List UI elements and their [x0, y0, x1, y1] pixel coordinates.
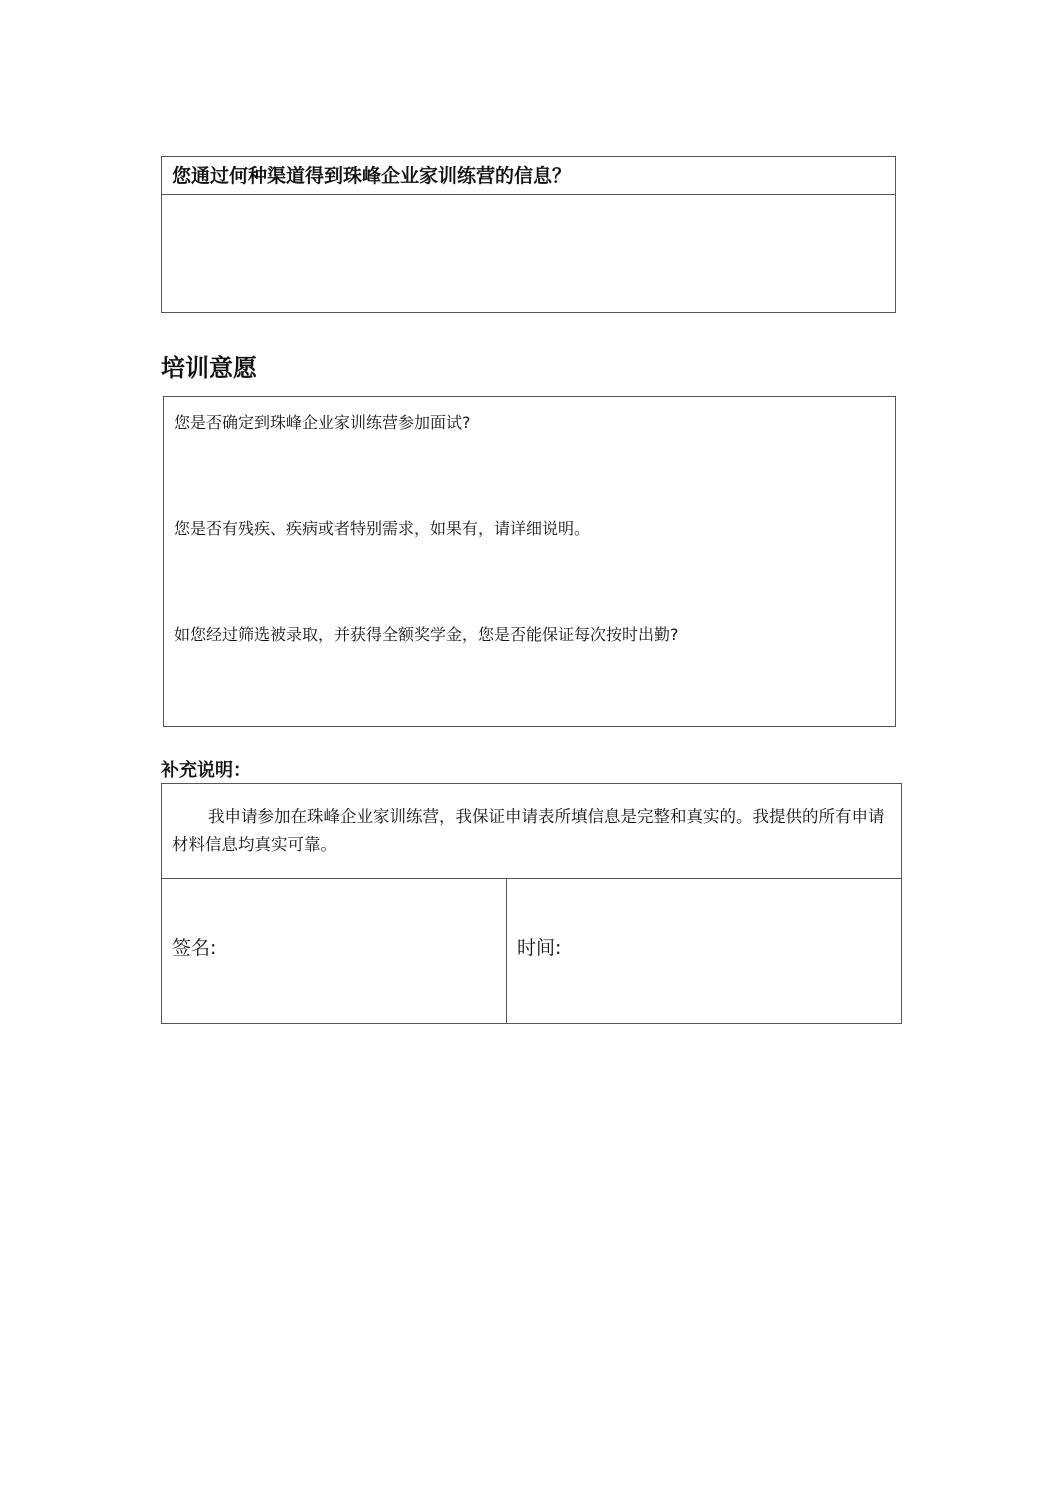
declaration-text: 我申请参加在珠峰企业家训练营，我保证申请表所填信息是完整和真实的。我提供的所有申请材料信息均真实可靠。 [162, 784, 901, 879]
date-label: 时间: [517, 937, 562, 959]
channel-answer-field[interactable] [162, 196, 895, 312]
date-cell[interactable] [507, 879, 901, 1023]
special-needs-question: 您是否有残疾、疾病或者特别需求，如果有，请详细说明。 [174, 519, 591, 538]
section-title-supplement: 补充说明： [161, 760, 251, 781]
attendance-question: 如您经过筛选被录取，并获得全额奖学金，您是否能保证每次按时出勤? [174, 625, 679, 644]
declaration-table [161, 783, 902, 1024]
channel-question-label: 您通过何种渠道得到珠峰企业家训练营的信息？ [162, 157, 895, 195]
channel-question-table [161, 156, 896, 313]
signature-label: 签名: [172, 937, 217, 959]
signature-cell[interactable] [162, 879, 507, 1023]
interview-confirm-question: 您是否确定到珠峰企业家训练营参加面试? [174, 413, 471, 432]
training-intent-box[interactable] [163, 396, 896, 727]
section-title-training-intent: 培训意愿 [161, 354, 257, 382]
